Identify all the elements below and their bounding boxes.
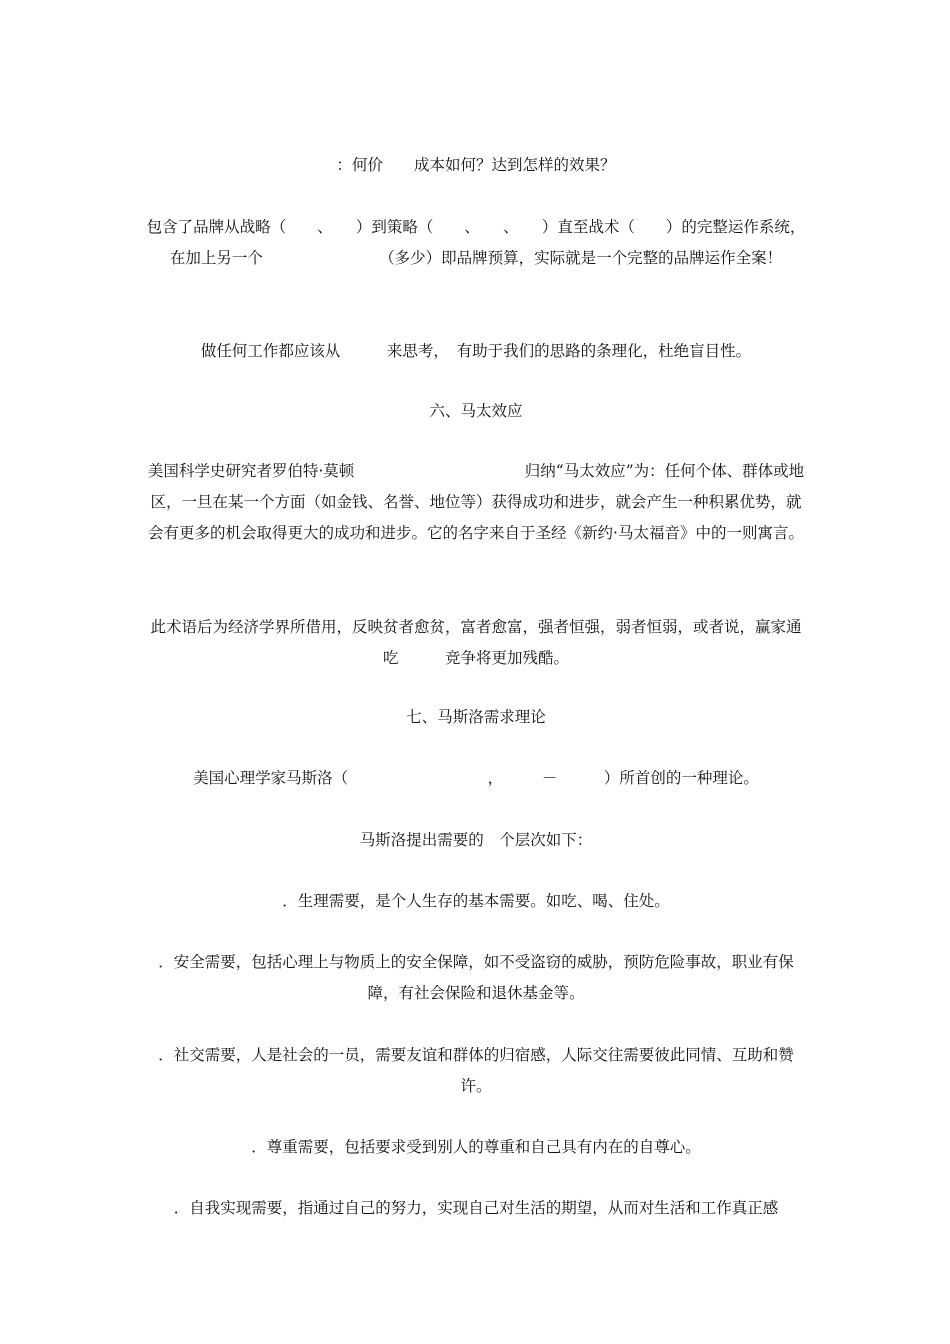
paragraph-brand-system: 包含了品牌从战略（ 、 ）到策略（ 、 、 ）直至战术（ ）的完整运作系统，在加上另一个 （多少）即品牌预算，实际就是一个完整的品牌运作全案！ [146,218,806,267]
list-item-social: ．社交需要，人是社会的一员，需要友谊和群体的归宿感，人际交往需要彼此同情、互助和赞许。 [158,1046,794,1095]
paragraph-thinking: 做任何工作都应该从 来思考， 有助于我们的思路的条理化，杜绝盲目性。 [200,342,752,360]
paragraph-economics-usage: 此术语后为经济学界所借用，反映贫者愈贫，富者愈富，强者恒强，弱者恒弱，或者说，赢家通吃 竞争将更加残酷。 [150,618,802,667]
list-item-self-actualization: ．自我实现需要，指通过自己的努力，实现自己对生活的期望，从而对生活和工作真正感 [173,1199,779,1217]
list-item-esteem: ．尊重需要，包括要求受到别人的尊重和自己具有内在的自尊心。 [251,1138,701,1156]
list-item-safety: ．安全需要，包括心理上与物质上的安全保障，如不受盗窃的威胁，预防危险事故，职业有保障，有社会保险和退休基金等。 [158,953,794,1002]
paragraph-cost-question: ：何价 成本如何？达到怎样的效果？ [336,156,616,174]
paragraph-maslow-intro: 美国心理学家马斯洛（ ， － ）所首创的一种理论。 [193,769,759,787]
heading-matthew-effect: 六、马太效应 [429,402,523,420]
heading-maslow-theory: 七、马斯洛需求理论 [406,708,546,726]
paragraph-levels-intro: 马斯洛提出需要的 个层次如下： [359,831,593,849]
list-item-physiological: ．生理需要，是个人生存的基本需要。如吃、喝、住处。 [282,892,670,910]
paragraph-matthew-definition: 美国科学史研究者罗伯特·莫顿 归纳“马太效应”为：任何个体、群体或地区，一旦在某一个方面（如金钱、名誉、地位等）获得成功和进步，就会产生一种积累优势，就会有更多的机会取得更大的成功和进步。它的名字来自于圣经《新约·马太福音》中的一则寓言。 [147,462,805,542]
